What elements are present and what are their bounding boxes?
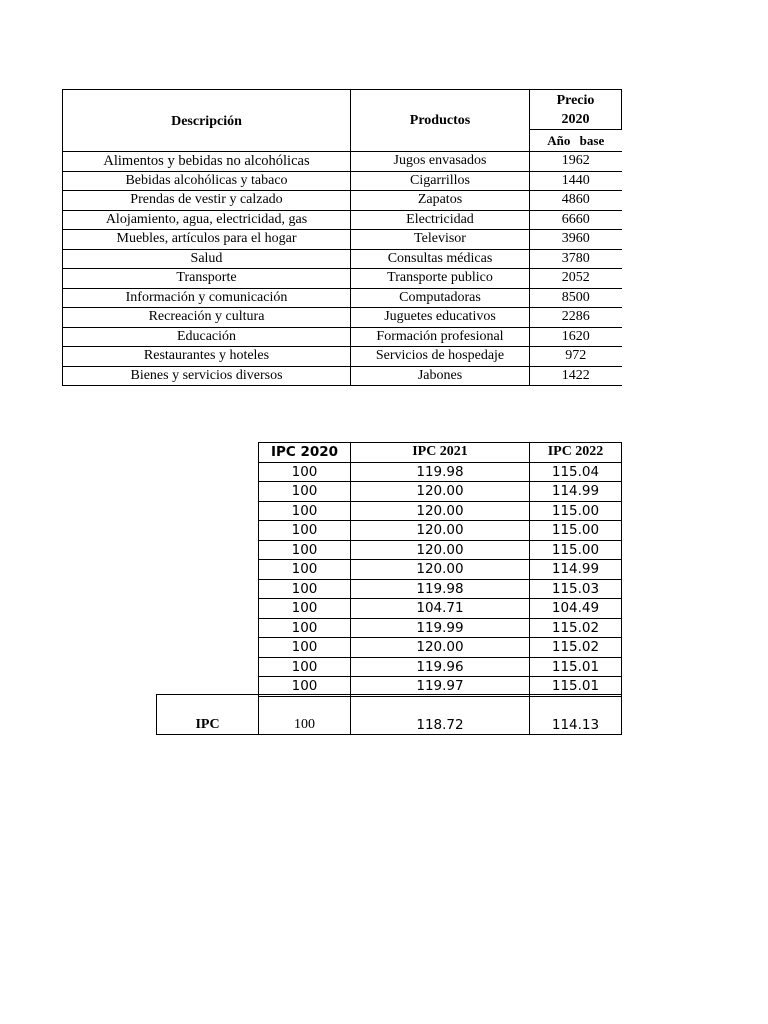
header-ipc-2020: IPC 2020 <box>259 443 351 463</box>
ipc-2022-cell: 115.02 <box>530 638 622 658</box>
desc-cell: Bebidas alcohólicas y tabaco <box>63 171 351 191</box>
price-cell: 1440 <box>530 171 622 191</box>
table-row <box>63 269 622 289</box>
product-cell: Servicios de hospedaje <box>351 347 530 367</box>
price-cell: 6660 <box>530 210 622 230</box>
table-row <box>259 618 622 638</box>
price-cell: 2052 <box>530 269 622 289</box>
ipc-summary-label: IPC <box>157 695 259 735</box>
ipc-2021-cell: 104.71 <box>351 599 530 619</box>
product-cell: Consultas médicas <box>351 249 530 269</box>
table-row <box>259 599 622 619</box>
table-row <box>259 560 622 580</box>
ipc-2022-cell: 115.00 <box>530 540 622 560</box>
product-cell: Computadoras <box>351 288 530 308</box>
ipc-2022-cell: 114.99 <box>530 560 622 580</box>
price-cell: 3780 <box>530 249 622 269</box>
ipc-2022-cell: 115.03 <box>530 579 622 599</box>
table-row <box>63 347 622 367</box>
table-row <box>63 249 622 269</box>
ipc-2021-cell: 120.00 <box>351 521 530 541</box>
ipc-2020-cell: 100 <box>259 540 351 560</box>
price-cell: 8500 <box>530 288 622 308</box>
ipc-2020-cell: 100 <box>259 521 351 541</box>
product-cell: Jugos envasados <box>351 152 530 172</box>
header-precio-label: Precio <box>556 92 595 108</box>
products-price-table <box>62 89 622 386</box>
ipc-summary-table <box>156 694 622 735</box>
ipc-table-body <box>259 462 622 696</box>
desc-cell: Muebles, artículos para el hogar <box>63 230 351 250</box>
ipc-2021-cell: 119.98 <box>351 462 530 482</box>
ipc-2021-cell: 120.00 <box>351 540 530 560</box>
table-row <box>63 366 622 386</box>
ipc-2020-cell: 100 <box>259 462 351 482</box>
table-row <box>259 657 622 677</box>
table-row <box>63 327 622 347</box>
product-cell: Electricidad <box>351 210 530 230</box>
ipc-2020-cell: 100 <box>259 501 351 521</box>
table-row <box>259 501 622 521</box>
ipc-2020-cell: 100 <box>259 579 351 599</box>
table-row <box>63 230 622 250</box>
header-descripcion: Descripción <box>63 90 351 152</box>
desc-cell: Restaurantes y hoteles <box>63 347 351 367</box>
ipc-2022-cell: 115.00 <box>530 521 622 541</box>
ipc-2022-cell: 115.00 <box>530 501 622 521</box>
ipc-2021-cell: 119.99 <box>351 618 530 638</box>
product-cell: Zapatos <box>351 191 530 211</box>
ipc-summary-2022: 114.13 <box>530 695 622 735</box>
ipc-2021-cell: 120.00 <box>351 638 530 658</box>
ipc-2021-cell: 120.00 <box>351 482 530 502</box>
desc-cell: Educación <box>63 327 351 347</box>
product-cell: Cigarrillos <box>351 171 530 191</box>
table-row <box>259 579 622 599</box>
table-row <box>63 191 622 211</box>
table-row <box>259 482 622 502</box>
header-precio <box>530 90 622 130</box>
price-cell: 972 <box>530 347 622 367</box>
ipc-summary-row <box>157 695 622 735</box>
product-cell: Jabones <box>351 366 530 386</box>
desc-cell: Alojamiento, agua, electricidad, gas <box>63 210 351 230</box>
ipc-2021-cell: 119.96 <box>351 657 530 677</box>
table-row <box>259 638 622 658</box>
desc-cell: Alimentos y bebidas no alcohólicas <box>63 152 351 172</box>
products-table-body <box>63 152 622 386</box>
price-cell: 2286 <box>530 308 622 328</box>
ipc-2020-cell: 100 <box>259 677 351 697</box>
ipc-2022-cell: 104.49 <box>530 599 622 619</box>
ipc-2020-cell: 100 <box>259 657 351 677</box>
price-cell: 3960 <box>530 230 622 250</box>
header-precio-year: 2020 <box>561 111 590 127</box>
ipc-2022-cell: 115.04 <box>530 462 622 482</box>
header-ano-base: Año base <box>530 130 622 152</box>
header-ipc-2022: IPC 2022 <box>530 443 622 463</box>
desc-cell: Transporte <box>63 269 351 289</box>
price-cell: 4860 <box>530 191 622 211</box>
desc-cell: Prendas de vestir y calzado <box>63 191 351 211</box>
table-row <box>63 308 622 328</box>
ipc-2020-cell: 100 <box>259 638 351 658</box>
ipc-2020-cell: 100 <box>259 482 351 502</box>
price-cell: 1620 <box>530 327 622 347</box>
price-cell: 1962 <box>530 152 622 172</box>
ipc-2021-cell: 119.97 <box>351 677 530 697</box>
ipc-summary-2021: 118.72 <box>351 695 530 735</box>
header-productos: Productos <box>351 90 530 152</box>
product-cell: Juguetes educativos <box>351 308 530 328</box>
ipc-2021-cell: 119.98 <box>351 579 530 599</box>
table-row <box>259 521 622 541</box>
table-row <box>259 540 622 560</box>
ipc-2022-cell: 114.99 <box>530 482 622 502</box>
ipc-table <box>258 442 622 697</box>
product-cell: Televisor <box>351 230 530 250</box>
product-cell: Transporte publico <box>351 269 530 289</box>
header-ipc-2021: IPC 2021 <box>351 443 530 463</box>
desc-cell: Salud <box>63 249 351 269</box>
ipc-2021-cell: 120.00 <box>351 560 530 580</box>
table-row <box>63 171 622 191</box>
product-cell: Formación profesional <box>351 327 530 347</box>
price-cell: 1422 <box>530 366 622 386</box>
ipc-2020-cell: 100 <box>259 599 351 619</box>
table-row <box>259 462 622 482</box>
ipc-2021-cell: 120.00 <box>351 501 530 521</box>
ipc-summary-2020: 100 <box>259 695 351 735</box>
ipc-2022-cell: 115.02 <box>530 618 622 638</box>
table-row <box>63 152 622 172</box>
desc-cell: Bienes y servicios diversos <box>63 366 351 386</box>
desc-cell: Información y comunicación <box>63 288 351 308</box>
table-row <box>63 288 622 308</box>
ipc-2020-cell: 100 <box>259 560 351 580</box>
ipc-2022-cell: 115.01 <box>530 677 622 697</box>
ipc-2020-cell: 100 <box>259 618 351 638</box>
ipc-2022-cell: 115.01 <box>530 657 622 677</box>
table-row <box>63 210 622 230</box>
desc-cell: Recreación y cultura <box>63 308 351 328</box>
